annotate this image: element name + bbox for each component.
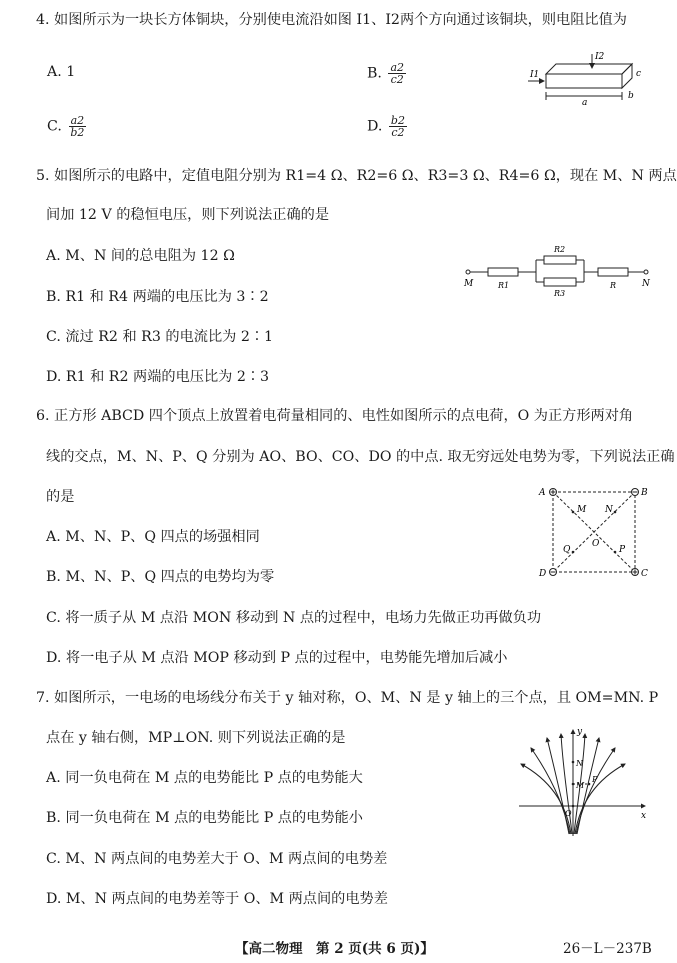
page-footer-title: 【高二物理 第 2 页(共 6 页)】 (235, 941, 434, 957)
q7-option-a: A. 同一负电荷在 M 点的电势能比 P 点的电势能大 (46, 770, 363, 786)
q4-option-b-fraction: $\frac{a2}{c2}$ (390, 61, 405, 86)
q5-line2: 间加 12 V 的稳恒电压，则下列说法正确的是 (46, 207, 330, 223)
q5-label-r3: R3 (554, 289, 566, 298)
q4-option-d: D. $\frac{b2}{c2}$ (367, 114, 405, 139)
q6-label-a: A (539, 488, 546, 498)
q5-line1: 5. 如图所示的电路中，定值电阻分别为 R1=4 Ω、R2=6 Ω、R3=3 Ω、R4=6 Ω，现在 M、N 两点 (36, 168, 677, 184)
q7-field-lines-figure (513, 726, 653, 840)
q6-label-c: C (641, 569, 648, 579)
q4-label-i2: I2 (595, 52, 605, 62)
q6-option-c: C. 将一质子从 M 点沿 MON 移动到 N 点的过程中，电场力先做正功再做负功 (46, 610, 542, 626)
q4-stem (36, 10, 627, 30)
q6-line3: 的是 (46, 489, 75, 505)
q5-label-m: M (464, 279, 474, 289)
q4-option-b: B. $\frac{a2}{c2}$ (367, 61, 405, 86)
q4-stem-text: 4. 如图所示为一块长方体铜块，分别使电流沿如图 I1、I2两个方向通过该铜块，则电阻比值为 (36, 12, 627, 28)
q6-label-m: M (577, 505, 587, 515)
q6-label-n: N (605, 505, 613, 515)
q5-label-r1: R1 (498, 281, 510, 290)
q6-square-figure (537, 484, 657, 582)
q5-option-d: D. R1 和 R2 两端的电压比为 2∶3 (46, 369, 270, 385)
q4-option-c-fraction: $\frac{a2}{b2}$ (70, 114, 85, 139)
q5-label-r2: R2 (554, 245, 566, 254)
q4-label-a: a (582, 98, 588, 108)
q5-option-b: B. R1 和 R4 两端的电压比为 3∶2 (46, 289, 269, 305)
q7-label-m: M (576, 781, 585, 790)
q7-option-d: D. M、N 两点间的电势差等于 O、M 两点间的电势差 (46, 891, 388, 907)
q5-option-c: C. 流过 R2 和 R3 的电流比为 2∶1 (46, 329, 274, 345)
q7-label-x: x (641, 811, 647, 821)
q5-option-a: A. M、N 间的总电阻为 12 Ω (46, 248, 235, 264)
q6-line2: 线的交点，M、N、P、Q 分别为 AO、BO、CO、DO 的中点. 取无穷远处电势为零，下列说法正确 (46, 449, 675, 465)
q7-option-c: C. M、N 两点间的电势差大于 O、M 两点间的电势差 (46, 851, 388, 867)
q6-line1: 6. 正方形 ABCD 四个顶点上放置着电荷量相同的、电性如图所示的点电荷，O 为正方形两对角 (36, 408, 634, 424)
q6-label-b: B (641, 488, 648, 498)
q4-option-d-fraction: $\frac{b2}{c2}$ (390, 114, 405, 139)
q7-option-b: B. 同一负电荷在 M 点的电势能比 P 点的电势能小 (46, 810, 363, 826)
q7-label-o: O (565, 809, 572, 818)
q5-label-n: N (642, 279, 650, 289)
q7-label-y: y (577, 727, 583, 737)
q6-option-a: A. M、N、P、Q 四点的场强相同 (46, 529, 260, 545)
q5-circuit-figure (460, 242, 660, 298)
q7-label-p: P (592, 775, 598, 784)
q6-option-d: D. 将一电子从 M 点沿 MOP 移动到 P 点的过程中，电势能先增加后减小 (46, 650, 508, 666)
q7-line1: 7. 如图所示，一电场的电场线分布关于 y 轴对称，O、M、N 是 y 轴上的三个点，且 OM=MN. P (36, 690, 659, 706)
q6-label-d: D (539, 569, 547, 579)
q7-label-n: N (576, 759, 583, 768)
q6-label-o: O (592, 539, 600, 549)
q4-option-c: C. $\frac{a2}{b2}$ (47, 114, 85, 139)
q5-label-r: R (610, 281, 617, 290)
q4-copper-block-figure (524, 50, 654, 108)
q4-label-c: c (636, 69, 642, 79)
q4-label-b: b (628, 91, 634, 101)
page-footer-code: 26－L－237B (563, 941, 652, 957)
q4-label-i1: I1 (530, 70, 540, 80)
q7-line2: 点在 y 轴右侧，MP⊥ON. 则下列说法正确的是 (46, 730, 346, 746)
q4-option-a: A. 1 (47, 64, 76, 80)
q6-label-p: P (619, 545, 626, 555)
q6-label-q: Q (563, 545, 571, 555)
q6-option-b: B. M、N、P、Q 四点的电势均为零 (46, 569, 275, 585)
